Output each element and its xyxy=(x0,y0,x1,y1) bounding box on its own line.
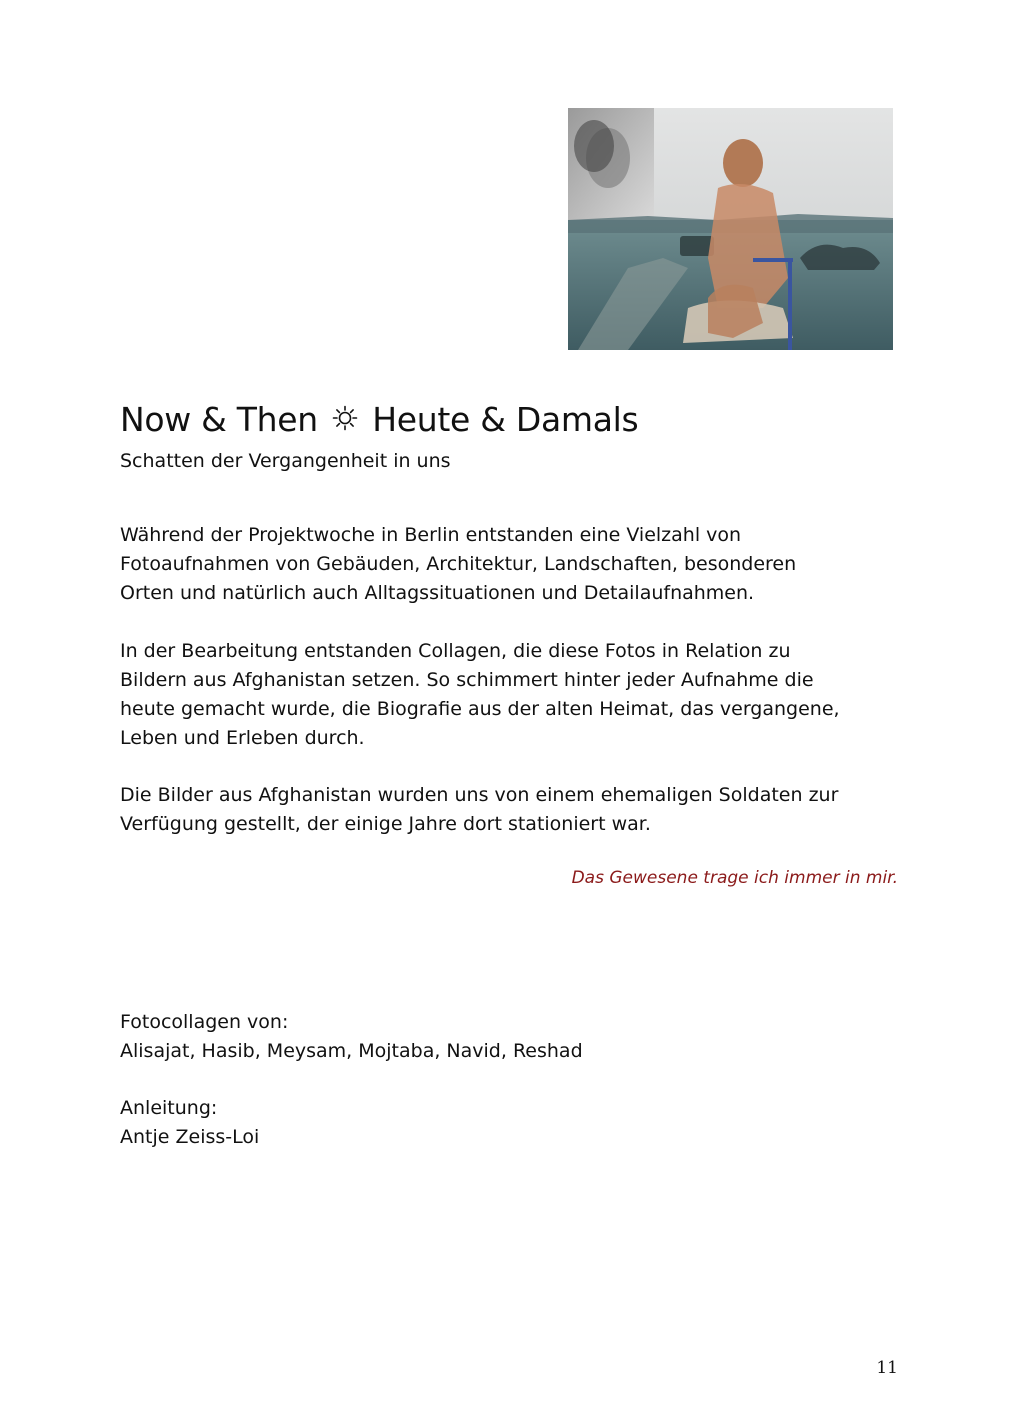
subtitle: Schatten der Vergangenheit in uns xyxy=(120,450,451,472)
paragraph-line: Bildern aus Afghanistan setzen. So schimmert hinter jeder Aufnahme die xyxy=(120,669,814,691)
page-title xyxy=(120,400,638,439)
credits-guidance-name: Antje Zeiss-Loi xyxy=(120,1126,260,1148)
page-number: 11 xyxy=(876,1358,898,1378)
paragraph-line: Während der Projektwoche in Berlin entstanden eine Vielzahl von xyxy=(120,524,742,546)
paragraph-line: In der Bearbeitung entstanden Collagen, die diese Fotos in Relation zu xyxy=(120,640,791,662)
paragraph-2 xyxy=(120,637,910,753)
collage-image xyxy=(568,108,893,350)
sun-icon xyxy=(332,400,358,439)
collage-photo xyxy=(568,108,893,350)
credits-photos-label: Fotocollagen von: xyxy=(120,1011,289,1033)
credits-photos-names: Alisajat, Hasib, Meysam, Mojtaba, Navid, Reshad xyxy=(120,1040,583,1062)
paragraph-line: Verfügung gestellt, der einige Jahre dort stationiert war. xyxy=(120,813,651,835)
title-heute-damals: Heute & Damals xyxy=(372,400,639,439)
paragraph-line: Orten und natürlich auch Alltagssituationen und Detailaufnahmen. xyxy=(120,582,755,604)
paragraph-line: Die Bilder aus Afghanistan wurden uns von einem ehemaligen Soldaten zur xyxy=(120,784,839,806)
paragraph-line: Fotoaufnahmen von Gebäuden, Architektur, Landschaften, besonderen xyxy=(120,553,797,575)
paragraph-1 xyxy=(120,521,910,608)
paragraph-line: Leben und Erleben durch. xyxy=(120,727,365,749)
quote: Das Gewesene trage ich immer in mir. xyxy=(571,868,898,888)
credits-guidance xyxy=(120,1094,259,1152)
paragraph-3 xyxy=(120,781,910,839)
credits-guidance-label: Anleitung: xyxy=(120,1097,218,1119)
credits-photos xyxy=(120,1008,583,1066)
title-now-then: Now & Then xyxy=(120,400,318,439)
paragraph-line: heute gemacht wurde, die Biografie aus der alten Heimat, das vergangene, xyxy=(120,698,840,720)
